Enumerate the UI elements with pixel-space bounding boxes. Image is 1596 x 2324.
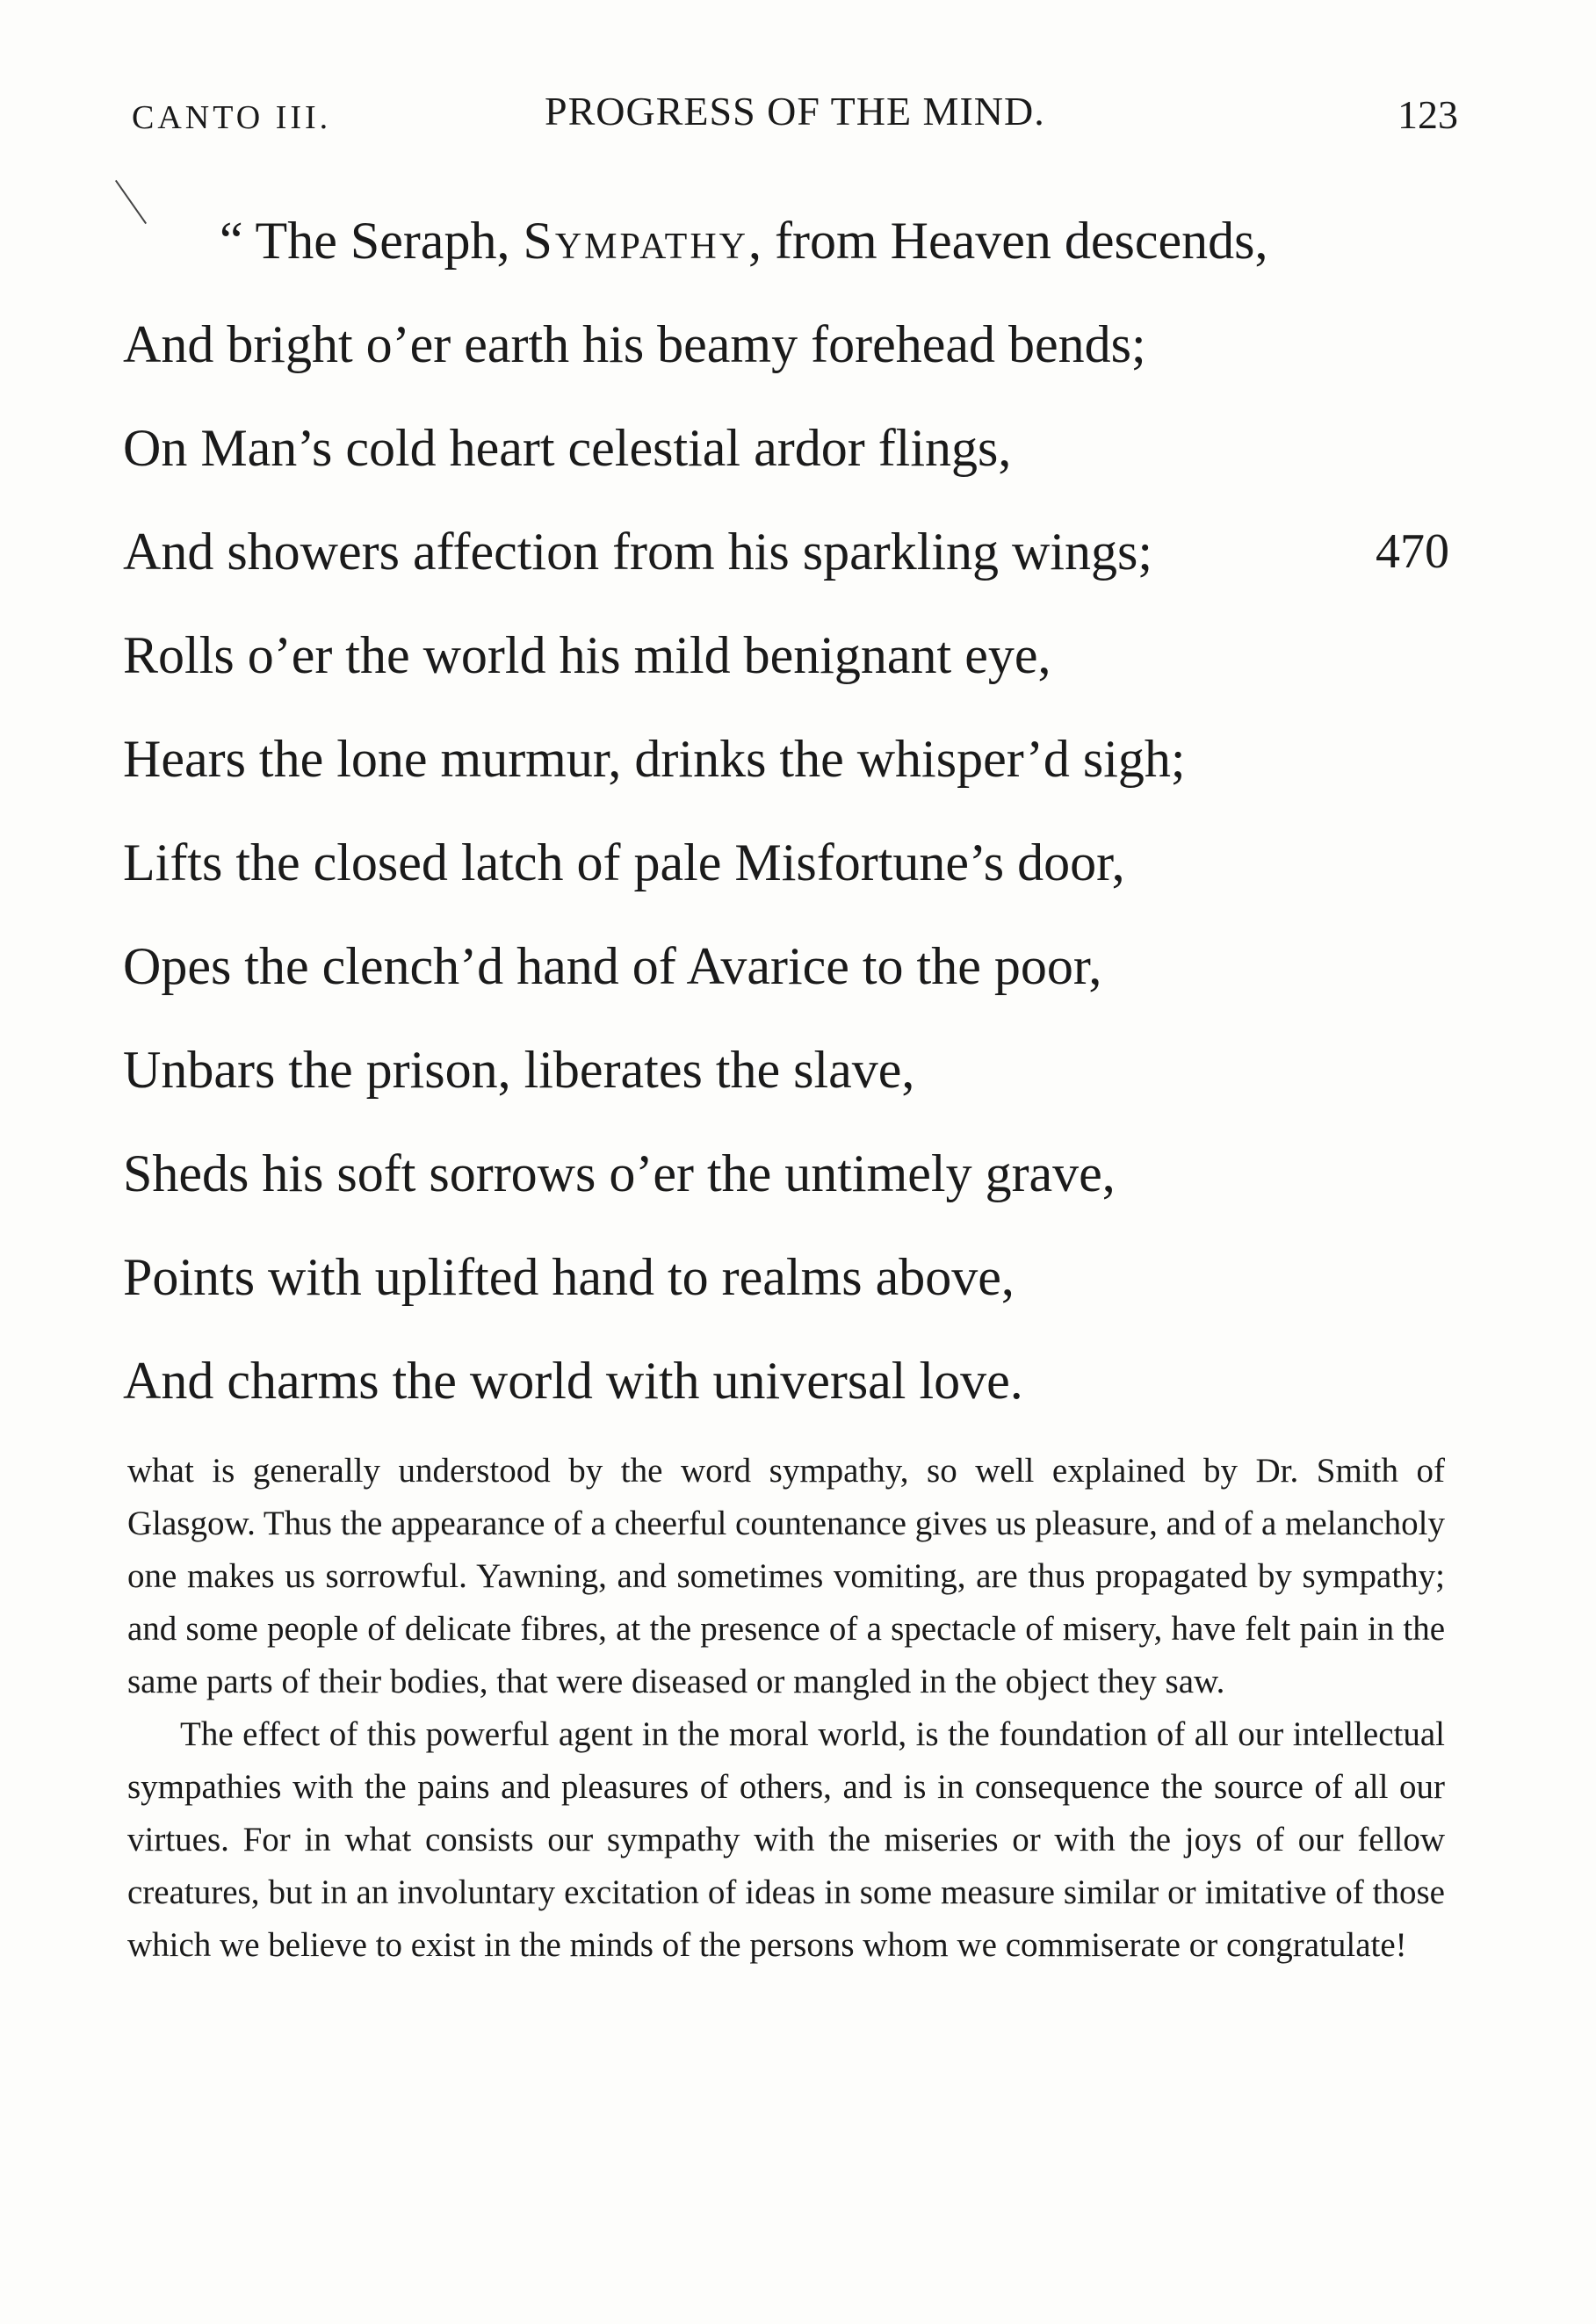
verse-line-text: Opes the clench’d hand of Avarice to the poor, [123, 937, 1102, 995]
verse-line-text: And bright o’er earth his beamy forehead bends; [123, 315, 1146, 373]
verse-line [123, 914, 1458, 1018]
verse-line-1-name: Sympathy [523, 212, 748, 270]
verse-line-1-close: , from Heaven descends, [748, 212, 1268, 270]
verse-line-text: Rolls o’er the world his mild benignant eye, [123, 626, 1051, 684]
verse-line-1-open: “ The Seraph, [220, 212, 524, 270]
page-title: PROGRESS OF THE MIND. [545, 89, 1045, 134]
verse-line [123, 189, 1458, 292]
page-number: 123 [1397, 92, 1458, 137]
verse-line [123, 396, 1458, 500]
note-paragraph: The effect of this powerful agent in the moral world, is the foundation of all our intellectual sympathies with the pains and pleasures of others, and is in consequence the source of all our virtues. For in what consists our sympathy with the miseries or with the joys of our fellow creatures, but in an involuntary excitation of ideas in some measure similar or imitative of those which we believe to exist in the minds of the persons whom we commiserate or congratulate! [127, 1715, 1445, 1964]
verse-line-text: Lifts the closed latch of pale Misfortune’s door, [123, 834, 1125, 891]
note-paragraph: what is generally understood by the word sympathy, so well explained by Dr. Smith of Glasgow. Thus the appearance of a cheerful countenance gives us pleasure, and of a melancholy one makes us sorrowful. Yawning, and sometimes vomiting, are thus propagated by sympathy; and some people of delicate fibres, at the presence of a spectacle of misery, have felt pain in the same parts of their bodies, that were diseased or mangled in the object they saw. [127, 1452, 1445, 1700]
verse-line [123, 707, 1458, 811]
verse-line [123, 603, 1458, 707]
verse-line [123, 1018, 1458, 1122]
verse-line-text: Points with uplifted hand to realms above, [123, 1248, 1015, 1306]
verse-line [123, 500, 1458, 603]
verse-line [123, 811, 1458, 914]
verse-line-text: And showers affection from his sparkling wings; [123, 523, 1153, 581]
prose-note [127, 1445, 1445, 1972]
verse-line-text [123, 212, 1267, 270]
verse-line [123, 292, 1458, 396]
canto-label: CANTO III. [132, 99, 332, 136]
verse-line-text: Hears the lone murmur, drinks the whisper’d sigh; [123, 730, 1186, 788]
verse-line-text: And charms the world with universal love. [123, 1352, 1023, 1410]
verse-line-text: On Man’s cold heart celestial ardor flings, [123, 419, 1012, 477]
running-head [123, 88, 1458, 149]
verse-line [123, 1329, 1458, 1433]
verse-block [123, 189, 1458, 1433]
verse-line-text: Sheds his soft sorrows o’er the untimely grave, [123, 1144, 1116, 1202]
verse-line-text: Unbars the prison, liberates the slave, [123, 1041, 915, 1099]
verse-line [123, 1225, 1458, 1329]
verse-line [123, 1122, 1458, 1225]
line-number: 470 [1376, 524, 1449, 579]
